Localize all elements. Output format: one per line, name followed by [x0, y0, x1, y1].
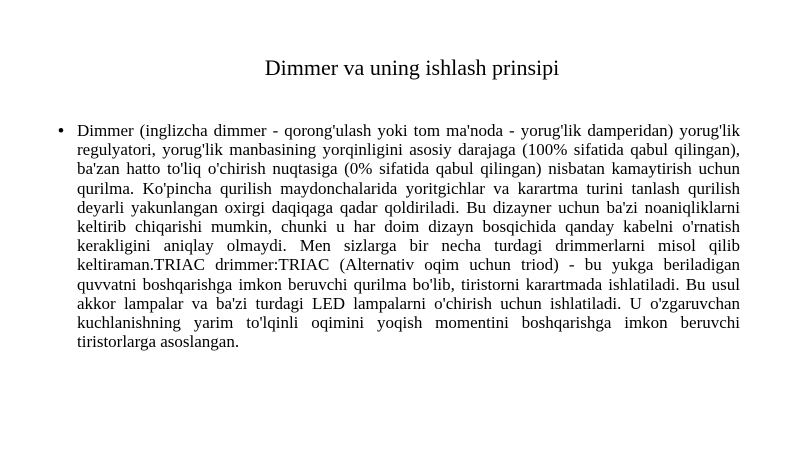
bullet-item: [58, 121, 740, 351]
bullet-text: Dimmer (inglizcha dimmer - qorong'ulash yoki tom ma'noda - yorug'lik damperidan) yorug'lik regulyatori, yorug'lik manbasining yorqinligini asosiy darajaga (100% sifatida qabul qilingan), ba'zan hatto to'liq o'chirish nuqtasiga (0% sifatida qabul qilingan) nisbatan kamaytirish uchun qurilma. Ko'pincha qurilish maydonchalarida yoritgichlar va karartma turini tanlash qurilish deyarli yakunlangan oxirgi daqiqaga qadar qoldiriladi. Bu dizayner uchun ba'zi noaniqliklarni keltirib chiqarishi mumkin, chunki u har doim dizayn bosqichida qanday kabelni o'rnatish kerakligini aniqlay olmaydi. Men sizlarga bir necha turdagi drimmerlarni misol qilib keltiraman.TRIAC drimmer:TRIAC (Alternativ oqim uchun triod) - bu yukga beriladigan quvvatni boshqarishga imkon beruvchi qurilma bo'lib, tiristorni karartmada ishlatiladi. Bu usul akkor lampalar va ba'zi turdagi LED lampalarni o'chirish uchun ishlatiladi. U o'zgaruvchan kuchlanishning yarim to'lqinli oqimini yoqish momentini boshqarishga imkon beruvchi tiristorlarga asoslangan.: [77, 121, 740, 352]
slide-content: [58, 121, 740, 351]
slide-title: Dimmer va uning ishlash prinsipi: [264, 55, 560, 80]
bullet-marker: •: [58, 121, 64, 140]
